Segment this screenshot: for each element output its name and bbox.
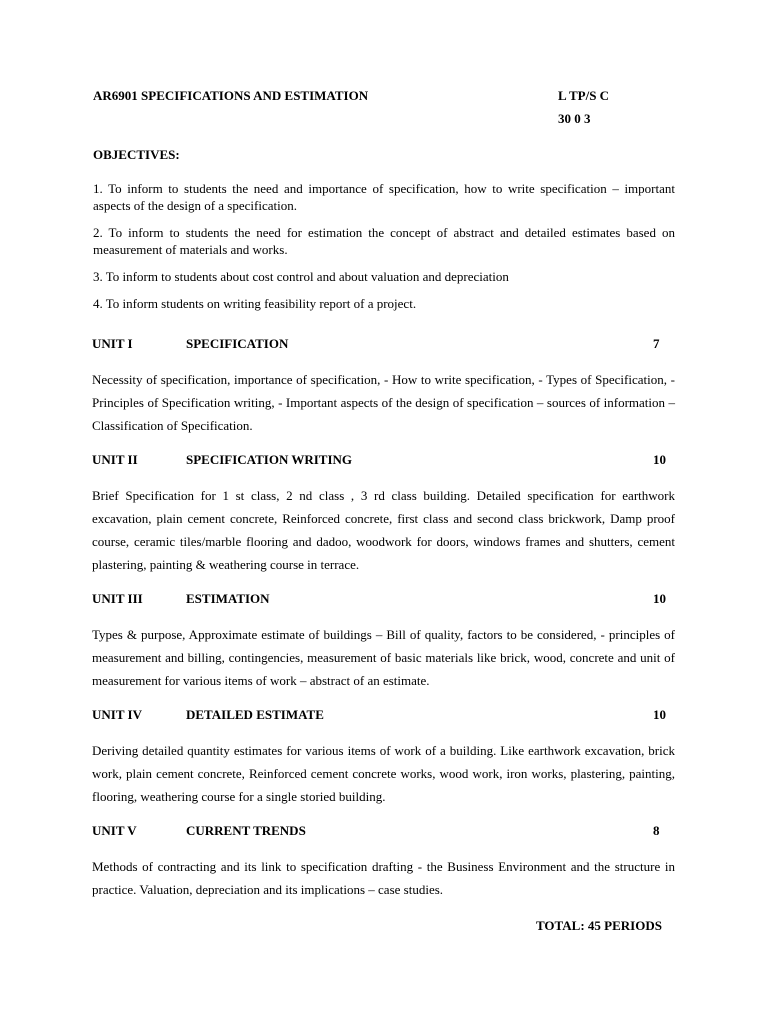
objective-item: 4. To inform students on writing feasibility report of a project. bbox=[93, 296, 417, 311]
course-title: AR6901 SPECIFICATIONS AND ESTIMATION bbox=[93, 88, 369, 103]
objectives-list bbox=[93, 180, 675, 322]
unit-number: UNIT III bbox=[92, 591, 143, 606]
unit-heading bbox=[92, 821, 675, 841]
unit-number: UNIT IV bbox=[92, 707, 142, 722]
unit-number: UNIT II bbox=[92, 452, 138, 467]
unit-content: Types & purpose, Approximate estimate of buildings – Bill of quality, factors to be considered, - principles of measurement and billing, contingencies, measurement of basic materials like brick, wood, concrete and unit of measurement for various items of work – abstract of an estimate. bbox=[92, 627, 675, 688]
total-periods: TOTAL: 45 PERIODS bbox=[536, 918, 662, 933]
unit-title: ESTIMATION bbox=[186, 591, 270, 606]
unit-content: Brief Specification for 1 st class, 2 nd class , 3 rd class building. Detailed specification for earthwork excavation, plain cement concrete, Reinforced concrete, first class and second class brickwork, Damp proof course, ceramic tiles/marble flooring and dadoo, woodwork for doors, windows frames and shutters, cement plastering, painting & weathering course in terrace. bbox=[92, 488, 675, 572]
unit-1 bbox=[92, 334, 675, 437]
unit-hours: 10 bbox=[653, 707, 666, 722]
unit-content: Methods of contracting and its link to specification drafting - the Business Environment and the structure in practice. Valuation, depreciation and its implications – case studies. bbox=[92, 859, 675, 897]
unit-content: Deriving detailed quantity estimates for various items of work of a building. Like earthwork excavation, brick work, plain cement concrete, Reinforced cement concrete works, wood work, iron works, plastering, painting, flooring, weathering course for a single storied building. bbox=[92, 743, 675, 804]
unit-hours: 10 bbox=[653, 452, 666, 467]
units-section bbox=[92, 334, 675, 914]
course-header bbox=[93, 86, 673, 106]
ltpc-label: L TP/S C bbox=[558, 88, 610, 103]
unit-heading bbox=[92, 450, 675, 470]
unit-5 bbox=[92, 821, 675, 901]
unit-heading bbox=[92, 705, 675, 725]
unit-4 bbox=[92, 705, 675, 808]
unit-number: UNIT I bbox=[92, 336, 133, 351]
unit-hours: 8 bbox=[653, 823, 660, 838]
ltpc-values: 30 0 3 bbox=[558, 111, 591, 126]
unit-hours: 10 bbox=[653, 591, 666, 606]
unit-title: SPECIFICATION WRITING bbox=[186, 452, 353, 467]
unit-title: DETAILED ESTIMATE bbox=[186, 707, 324, 722]
unit-hours: 7 bbox=[653, 336, 660, 351]
unit-2 bbox=[92, 450, 675, 576]
unit-heading bbox=[92, 334, 675, 354]
objectives-heading: OBJECTIVES: bbox=[93, 147, 180, 162]
unit-heading bbox=[92, 589, 675, 609]
unit-number: UNIT V bbox=[92, 823, 137, 838]
unit-3 bbox=[92, 589, 675, 692]
objective-item: 3. To inform to students about cost control and about valuation and depreciation bbox=[93, 269, 509, 284]
unit-content: Necessity of specification, importance of specification, - How to write specification, - Types of Specification, -Principles of Specification writing, - Important aspects of the design of specification – sources of information – Classification of Specification. bbox=[92, 372, 675, 433]
objective-item: 1. To inform to students the need and importance of specification, how to write specification – important aspects of the design of a specification. bbox=[93, 181, 675, 213]
unit-title: CURRENT TRENDS bbox=[186, 823, 306, 838]
objective-item: 2. To inform to students the need for estimation the concept of abstract and detailed estimates based on measurement of materials and works. bbox=[93, 225, 675, 257]
unit-title: SPECIFICATION bbox=[186, 336, 289, 351]
